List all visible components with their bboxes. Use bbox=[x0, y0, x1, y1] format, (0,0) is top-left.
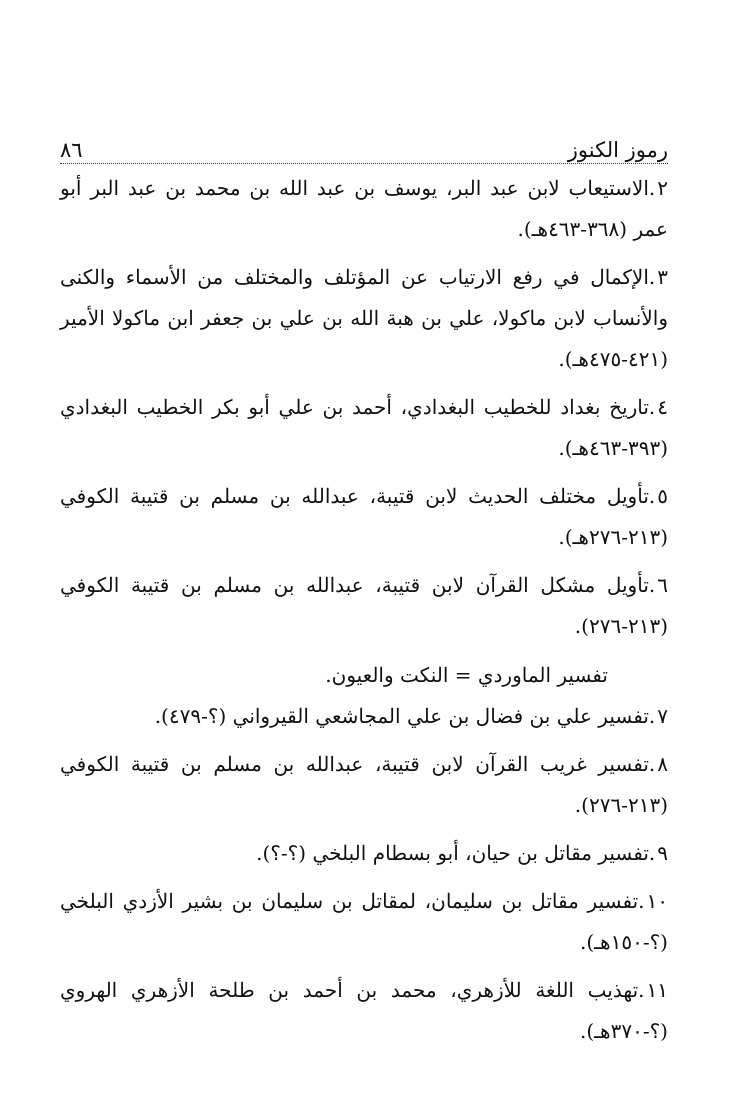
entry-number: ٣ bbox=[657, 265, 668, 289]
entry-text: تفسير مقاتل بن سليمان، لمقاتل بن سليمان بن بشير الأزدي البلخي (؟-١٥٠هـ). bbox=[60, 889, 668, 954]
entry-number: ٨ bbox=[657, 752, 668, 776]
entry-number: ١١ bbox=[646, 978, 668, 1002]
entry-number: ٤ bbox=[657, 395, 668, 419]
running-title: رموز الكنوز bbox=[567, 138, 668, 162]
cross-reference-note: تفسير الماوردي = النكت والعيون. bbox=[325, 663, 608, 687]
entry-number: ١٠ bbox=[646, 889, 668, 913]
list-item: ٢.الاستيعاب لابن عبد البر، يوسف بن عبد الله بن محمد بن عبد البر أبو عمر (٣٦٨-٤٦٣هـ). bbox=[60, 176, 668, 241]
list-item: ٥.تأويل مختلف الحديث لابن قتيبة، عبدالله بن مسلم بن قتيبة الكوفي (٢١٣-٢٧٦هـ). bbox=[60, 484, 668, 549]
list-item: ٤.تاريخ بغداد للخطيب البغدادي، أحمد بن علي أبو بكر الخطيب البغدادي (٣٩٣-٤٦٣هـ). bbox=[60, 395, 668, 460]
list-item: ١٠.تفسير مقاتل بن سليمان، لمقاتل بن سليمان بن بشير الأزدي البلخي (؟-١٥٠هـ). bbox=[60, 889, 668, 954]
entry-text: تاريخ بغداد للخطيب البغدادي، أحمد بن علي أبو بكر الخطيب البغدادي (٣٩٣-٤٦٣هـ). bbox=[60, 395, 668, 460]
entry-text: تأويل مختلف الحديث لابن قتيبة، عبدالله بن مسلم بن قتيبة الكوفي (٢١٣-٢٧٦هـ). bbox=[60, 484, 668, 549]
header-divider bbox=[60, 163, 668, 164]
entry-text: تفسير علي بن فضال بن علي المجاشعي القيرواني (؟-٤٧٩). bbox=[154, 704, 649, 728]
entry-number: ٥ bbox=[657, 484, 668, 508]
page-number: ٨٦ bbox=[60, 138, 83, 162]
entry-text: تفسير غريب القرآن لابن قتيبة، عبدالله بن مسلم بن قتيبة الكوفي (٢١٣-٢٧٦). bbox=[60, 752, 668, 817]
entry-number: ٦ bbox=[657, 573, 668, 597]
entry-text: تفسير مقاتل بن حيان، أبو بسطام البلخي (؟-؟). bbox=[256, 841, 649, 865]
entry-number: ٢ bbox=[657, 176, 668, 200]
entry-text: الاستيعاب لابن عبد البر، يوسف بن عبد الله بن محمد بن عبد البر أبو عمر (٣٦٨-٤٦٣هـ). bbox=[60, 176, 668, 241]
entry-text: تهذيب اللغة للأزهري، محمد بن أحمد بن طلحة الأزهري الهروي (؟-٣٧٠هـ). bbox=[60, 978, 668, 1043]
page-header bbox=[60, 138, 668, 162]
entry-text: تأويل مشكل القرآن لابن قتيبة، عبدالله بن مسلم بن قتيبة الكوفي (٢١٣-٢٧٦). bbox=[60, 573, 668, 638]
list-item: ١١.تهذيب اللغة للأزهري، محمد بن أحمد بن طلحة الأزهري الهروي (؟-٣٧٠هـ). bbox=[60, 978, 668, 1043]
list-item: ٨.تفسير غريب القرآن لابن قتيبة، عبدالله بن مسلم بن قتيبة الكوفي (٢١٣-٢٧٦). bbox=[60, 752, 668, 817]
bibliography-list bbox=[60, 168, 668, 1059]
list-item: ٩.تفسير مقاتل بن حيان، أبو بسطام البلخي (؟-؟). bbox=[256, 841, 668, 865]
list-item: ٦.تأويل مشكل القرآن لابن قتيبة، عبدالله بن مسلم بن قتيبة الكوفي (٢١٣-٢٧٦). bbox=[60, 573, 668, 638]
entry-text: الإكمال في رفع الارتياب عن المؤتلف والمختلف من الأسماء والكنى والأنساب لابن ماكولا، علي بن هبة الله بن علي بن جعفر ابن ماكولا الأمير (٤٢١-٤٧٥هـ). bbox=[60, 265, 668, 371]
entry-number: ٩ bbox=[657, 841, 668, 865]
list-item: ٧.تفسير علي بن فضال بن علي المجاشعي القيرواني (؟-٤٧٩). bbox=[154, 704, 668, 728]
entry-number: ٧ bbox=[657, 704, 668, 728]
list-item: ٣.الإكمال في رفع الارتياب عن المؤتلف والمختلف من الأسماء والكنى والأنساب لابن ماكولا، علي بن هبة الله بن علي بن جعفر ابن ماكولا الأمير (٤٢١-٤٧٥هـ). bbox=[60, 265, 668, 371]
